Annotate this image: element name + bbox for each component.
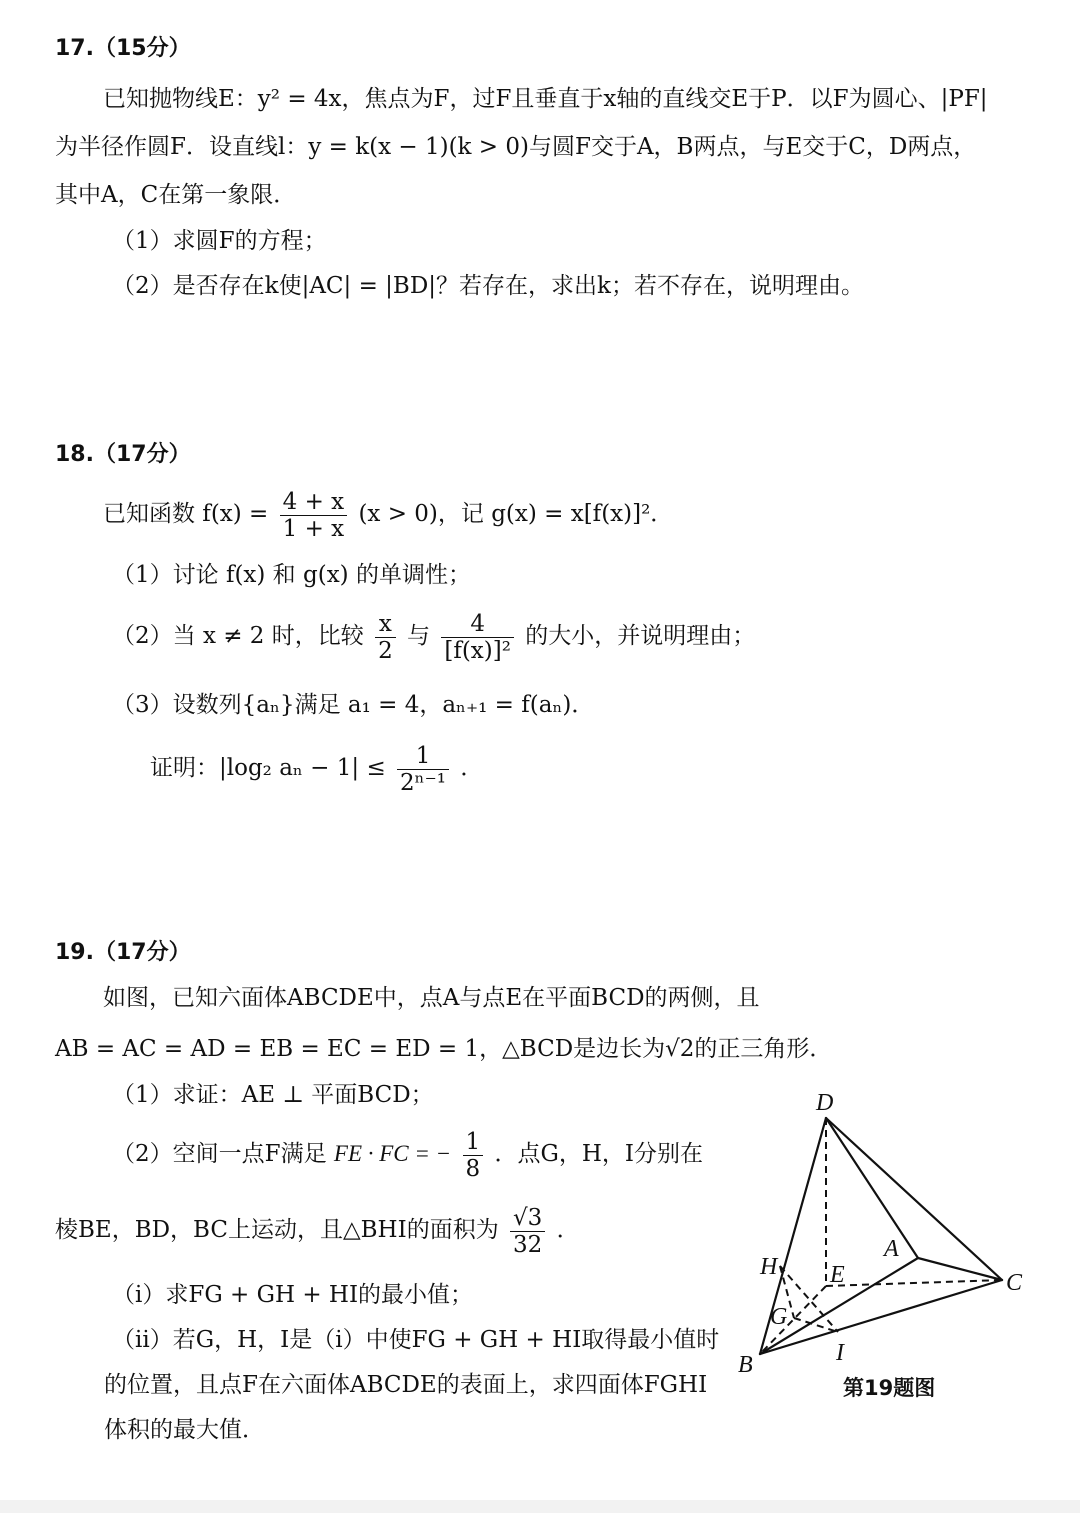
q18-p2-f2-denominator: [f(x)]² — [444, 637, 511, 664]
q19-line-2: AB = AC = AD = EB = EC = ED = 1，△BCD是边长为√2的正三角形． — [55, 1036, 833, 1062]
q18-f-fraction — [280, 489, 348, 542]
label-I: I — [836, 1340, 844, 1366]
q19-sub-ii-line-2: 的位置，且点F在六面体ABCDE的表面上，求四面体FGHI — [104, 1372, 708, 1398]
edge-DC — [826, 1118, 1002, 1280]
q19-part-2 — [112, 1128, 703, 1182]
label-H: H — [760, 1254, 778, 1280]
q18-p2-f2-numerator: 4 — [441, 611, 514, 638]
q18-f-numerator: 4 + x — [280, 489, 348, 516]
q18-proof-numerator: 1 — [397, 743, 449, 770]
q18-part-2 — [112, 610, 755, 664]
q19-header: 19.（17分） — [55, 940, 191, 965]
q18-intro — [103, 488, 673, 542]
label-E: E — [830, 1262, 845, 1288]
q18-p2-b: 与 — [407, 623, 431, 649]
q19-figure-hexahedron — [720, 1080, 1050, 1380]
q19-p2-vector-expr: FE · FC = − — [333, 1141, 452, 1166]
q19-line-1: 如图，已知六面体ABCDE中，点A与点E在平面BCD的两侧，且 — [103, 985, 760, 1011]
q18-p2-c: 的大小，并说明理由； — [525, 623, 756, 649]
q19-l3-fraction — [510, 1205, 545, 1258]
q19-l3-denominator: 32 — [513, 1231, 543, 1258]
q19-l3-numerator: √3 — [510, 1205, 545, 1232]
q17-line-1: 已知抛物线E：y² = 4x，焦点为F，过F且垂直于x轴的直线交E于P．以F为圆心、|PF| — [103, 86, 988, 112]
q19-figure-caption: 第19题图 — [843, 1376, 936, 1400]
q19-p2-numerator: 1 — [463, 1129, 484, 1156]
q18-p2-f1-numerator: x — [375, 611, 396, 638]
label-A: A — [884, 1236, 899, 1262]
q19-sub-i: （i）求FG + GH + HI的最小值； — [112, 1282, 474, 1308]
q19-part-1: （1）求证：AE ⊥ 平面BCD； — [112, 1082, 434, 1108]
q18-intro-a: 已知函数 f(x) = — [103, 501, 269, 527]
q19-line-3 — [55, 1204, 580, 1258]
edge-DA — [826, 1118, 918, 1258]
label-C: C — [1006, 1270, 1023, 1296]
q19-sub-ii-line-1: （ii）若G，H，I是（i）中使FG + GH + HI取得最小值时 — [112, 1327, 720, 1353]
q18-proof-a: 证明：|log₂ aₙ − 1| ≤ — [150, 755, 386, 781]
q18-f-denominator: 1 + x — [282, 515, 345, 542]
q17-line-2: 为半径作圆F．设直线l：y = k(x − 1)(k > 0)与圆F交于A，B两点，与E交于C，D两点， — [55, 134, 977, 160]
label-B: B — [738, 1352, 753, 1378]
q19-p2-denominator: 8 — [465, 1155, 481, 1182]
q19-l3-b: ． — [556, 1217, 580, 1243]
q19-p2-a: （2）空间一点F满足 — [112, 1141, 327, 1167]
q19-p2-b: ．点G，H，I分别在 — [494, 1141, 703, 1167]
q17-part-1: （1）求圆F的方程； — [112, 228, 327, 254]
q19-p2-fraction — [463, 1129, 484, 1182]
q17-line-3: 其中A，C在第一象限． — [55, 182, 297, 208]
q18-p2-fraction-2 — [441, 611, 514, 664]
q18-proof-b: ． — [460, 755, 484, 781]
label-D: D — [816, 1090, 834, 1116]
q18-proof — [150, 742, 483, 796]
q19-sub-ii-line-3: 体积的最大值． — [104, 1417, 265, 1443]
q17-part-2: （2）是否存在k使|AC| = |BD|？若存在，求出k；若不存在，说明理由。 — [112, 273, 864, 299]
q18-p2-a: （2）当 x ≠ 2 时，比较 — [112, 623, 364, 649]
q18-header: 18.（17分） — [55, 442, 191, 467]
q17-header: 17.（15分） — [55, 36, 191, 61]
label-G: G — [770, 1304, 788, 1330]
q18-part-3: （3）设数列{aₙ}满足 a₁ = 4，aₙ₊₁ = f(aₙ)． — [112, 692, 595, 718]
q18-proof-fraction — [397, 743, 449, 796]
q18-p2-fraction-1 — [375, 611, 396, 664]
q18-part-1: （1）讨论 f(x) 和 g(x) 的单调性； — [112, 562, 471, 588]
page-bottom-band — [0, 1500, 1080, 1513]
q18-p2-f1-denominator: 2 — [378, 637, 393, 664]
q18-intro-b: (x > 0)，记 g(x) = x[f(x)]²． — [358, 501, 674, 527]
q19-l3-a: 棱BE，BD，BC上运动，且△BHI的面积为 — [55, 1217, 499, 1243]
q18-proof-denominator: 2ⁿ⁻¹ — [400, 769, 446, 796]
edge-EC — [826, 1280, 1002, 1286]
